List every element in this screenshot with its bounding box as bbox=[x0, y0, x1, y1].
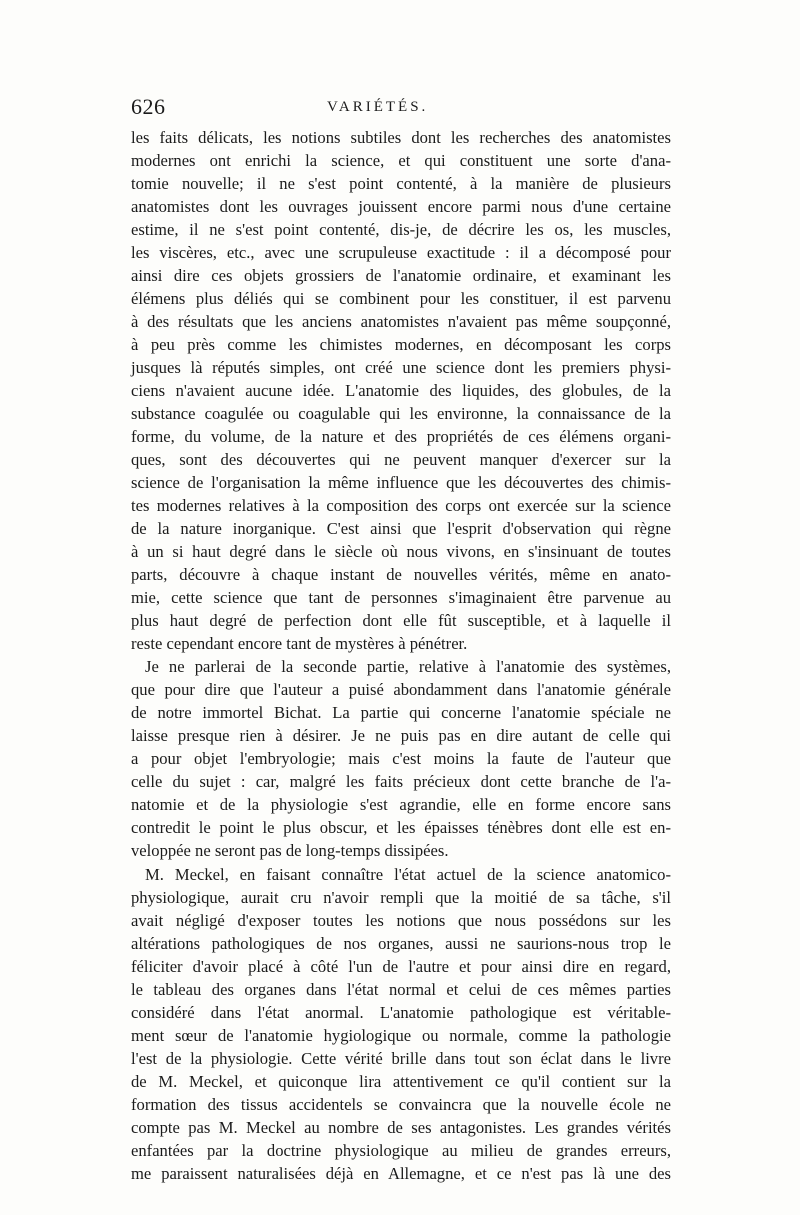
text-line: ciens n'avaient aucune idée. L'anatomie des liquides, des globules, de la bbox=[131, 381, 671, 401]
text-line: substance coagulée ou coagulable qui les environne, la connaissance de la bbox=[131, 404, 671, 424]
text-line: les viscères, etc., avec une scrupuleuse exactitude : il a décomposé pour bbox=[131, 243, 671, 263]
text-line: celle du sujet : car, malgré les faits précieux dont cette branche de l'a- bbox=[131, 772, 671, 792]
text-line: élémens plus déliés qui se combinent pour les constituer, il est parvenu bbox=[131, 289, 671, 309]
text-line: le tableau des organes dans l'état normal et celui de ces mêmes parties bbox=[131, 979, 671, 999]
text-line: enfantées par la doctrine physiologique au milieu de grandes erreurs, bbox=[131, 1140, 671, 1160]
text-line: anatomistes dont les ouvrages jouissent encore parmi nous d'une certaine bbox=[131, 197, 671, 217]
text-line: jusques là réputés simples, ont créé une science dont les premiers physi- bbox=[131, 358, 671, 378]
text-line: à des résultats que les anciens anatomistes n'avaient pas même soupçonné, bbox=[131, 312, 671, 332]
text-line: compte pas M. Meckel au nombre de ses antagonistes. Les grandes vérités bbox=[131, 1117, 671, 1137]
text-line: de notre immortel Bichat. La partie qui concerne l'anatomie spéciale ne bbox=[131, 703, 671, 723]
text-line: à peu près comme les chimistes modernes, en décomposant les corps bbox=[131, 335, 671, 355]
text-line: ques, sont des découvertes qui ne peuvent manquer d'exercer sur la bbox=[131, 450, 671, 470]
text-line: tes modernes relatives à la composition des corps ont exercée sur la science bbox=[131, 496, 671, 516]
text-line: me paraissent naturalisées déjà en Allemagne, et ce n'est pas là une des bbox=[131, 1163, 671, 1183]
text-line: natomie et de la physiologie s'est agrandie, elle en forme encore sans bbox=[131, 795, 671, 815]
running-title: VARIÉTÉS. bbox=[327, 99, 429, 115]
body-text bbox=[131, 126, 671, 1185]
text-line: forme, du volume, de la nature et des propriétés de ces élémens organi- bbox=[131, 427, 671, 447]
text-line: parts, découvre à chaque instant de nouvelles vérités, même en anato- bbox=[131, 565, 671, 585]
text-line: féliciter d'avoir placé à côté l'un de l'autre et pour ainsi dire en regard, bbox=[131, 956, 671, 976]
text-line: Je ne parlerai de la seconde partie, relative à l'anatomie des systèmes, bbox=[145, 657, 671, 677]
text-line: physiologique, aurait cru n'avoir rempli que la moitié de sa tâche, s'il bbox=[131, 887, 671, 907]
text-line: reste cependant encore tant de mystères à pénétrer. bbox=[131, 634, 468, 654]
text-line: ainsi dire ces objets grossiers de l'anatomie ordinaire, et examinant les bbox=[131, 266, 671, 286]
text-line: a pour objet l'embryologie; mais c'est moins la faute de l'auteur que bbox=[131, 749, 671, 769]
text-line: les faits délicats, les notions subtiles dont les recherches des anatomistes bbox=[131, 128, 671, 147]
text-line: altérations pathologiques de nos organes, aussi ne saurions-nous trop le bbox=[131, 933, 671, 953]
text-line: de la nature inorganique. C'est ainsi que l'esprit d'observation qui règne bbox=[131, 519, 671, 539]
text-line: que pour dire que l'auteur a puisé abondamment dans l'anatomie générale bbox=[131, 680, 671, 700]
text-line: tomie nouvelle; il ne s'est point contenté, à la manière de plusieurs bbox=[131, 174, 671, 194]
page-number: 626 bbox=[131, 94, 166, 119]
text-line: laisse presque rien à désirer. Je ne puis pas en dire autant de celle qui bbox=[131, 726, 671, 746]
text-line: l'est de la physiologie. Cette vérité brille dans tout son éclat dans le livre bbox=[131, 1048, 671, 1068]
text-line: mie, cette science que tant de personnes s'imaginaient être parvenue au bbox=[131, 588, 671, 608]
text-line: plus haut degré de perfection dont elle fût susceptible, et à laquelle il bbox=[131, 611, 671, 631]
page-header bbox=[131, 94, 691, 124]
text-line: à un si haut degré dans le siècle où nous vivons, en s'insinuant de toutes bbox=[131, 542, 671, 562]
text-line: considéré dans l'état anormal. L'anatomie pathologique est véritable- bbox=[131, 1002, 671, 1022]
text-line: estime, il ne s'est point contenté, dis-je, de décrire les os, les muscles, bbox=[131, 220, 671, 240]
text-line: avait négligé d'exposer toutes les notions que nous possédons sur les bbox=[131, 910, 671, 930]
text-line: M. Meckel, en faisant connaître l'état actuel de la science anatomico- bbox=[145, 864, 671, 884]
text-line: de M. Meckel, et quiconque lira attentivement ce qu'il contient sur la bbox=[131, 1071, 671, 1091]
text-line: formation des tissus accidentels se convaincra que la nouvelle école ne bbox=[131, 1094, 671, 1114]
text-line: science de l'organisation la même influence que les découvertes des chimis- bbox=[131, 473, 671, 493]
text-line: veloppée ne seront pas de long-temps dissipées. bbox=[131, 841, 449, 861]
text-line: ment sœur de l'anatomie hygiologique ou normale, comme la pathologie bbox=[131, 1025, 671, 1045]
text-line: contredit le point le plus obscur, et les épaisses ténèbres dont elle est en- bbox=[131, 818, 671, 838]
text-line: modernes ont enrichi la science, et qui constituent une sorte d'ana- bbox=[131, 151, 671, 171]
